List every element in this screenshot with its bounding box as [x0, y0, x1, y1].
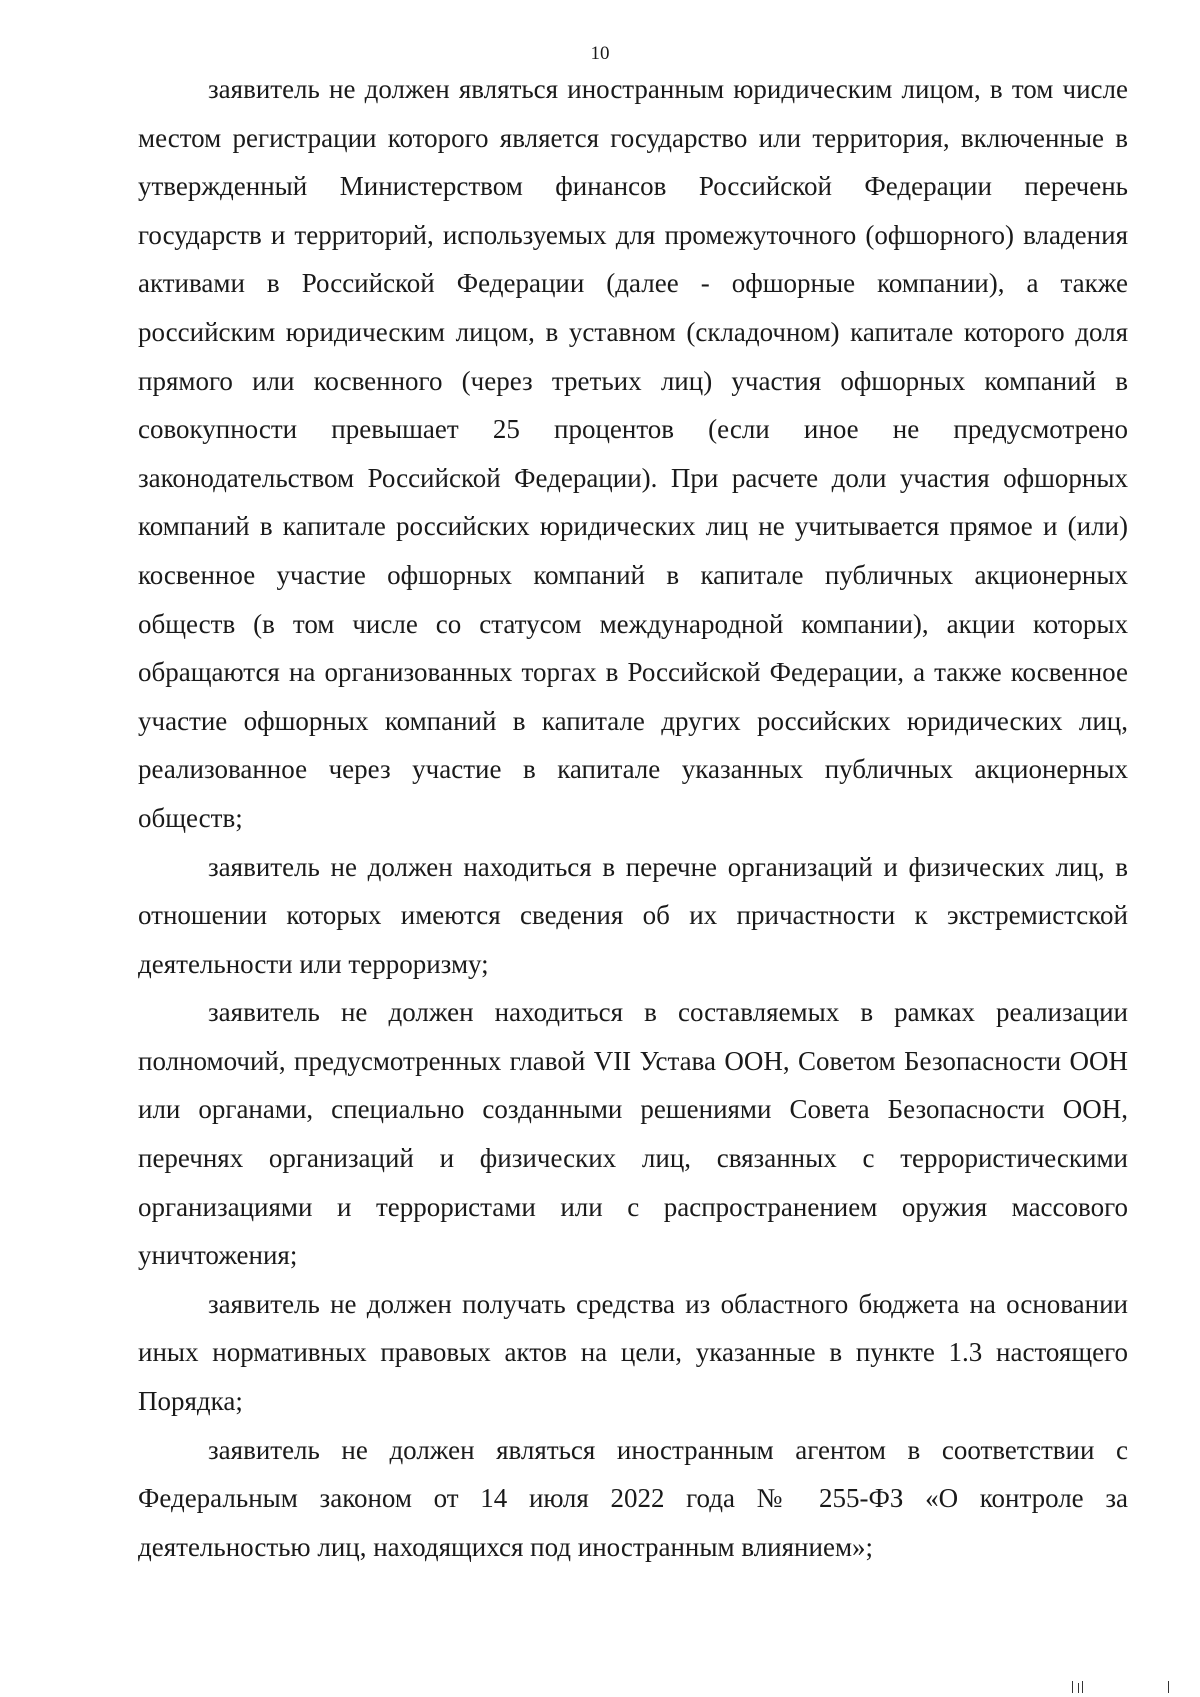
paragraph-un-sanctions-requirement: заявитель не должен находиться в составляемых в рамках реализации полномочий, предусмотренных главой VII Устава ООН, Советом Безопасности ООН или органами, специально созданными решениями Совета Безопасности ООН, перечнях организаций и физических лиц, связанных с террористическими организациями и террористами или с распространением оружия массового уничтожения; [138, 997, 1128, 1271]
paragraph-offshore-requirement: заявитель не должен являться иностранным юридическим лицом, в том числе местом регистрации которого является государство или территория, включенные в утвержденный Министерством финансов Российской Федерации перечень государств и территорий, используемых для промежуточного (офшорного) владения активами в Российской Федерации (далее - офшорные компании), а также российским юридическим лицом, в уставном (складочном) капитале которого доля прямого или косвенного (через третьих лиц) участия офшорных компаний в совокупности превышает 25 процентов (если иное не предусмотрено законодательством Российской Федерации). При расчете доли участия офшорных компаний в капитале российских юридических лиц не учитывается прямое и (или) косвенное участие офшорных компаний в капитале публичных акционерных обществ (в том числе со статусом международной компании), акции которых обращаются на организованных торгах в Российской Федерации, а также косвенное участие офшорных компаний в капитале других российских юридических лиц, реализованное через участие в капитале указанных публичных акционерных обществ; [138, 74, 1128, 833]
document-body [138, 65, 1128, 1571]
paragraph-extremism-requirement: заявитель не должен находиться в перечне организаций и физических лиц, в отношении которых имеются сведения об их причастности к экстремистской деятельности или терроризму; [138, 851, 1128, 979]
scan-edge-marks [1068, 1679, 1178, 1693]
paragraph-regional-budget-requirement: заявитель не должен получать средства из областного бюджета на основании иных нормативных правовых актов на цели, указанные в пункте 1.3 настоящего Порядка; [138, 1288, 1128, 1417]
paragraph-foreign-agent-requirement: заявитель не должен являться иностранным агентом в соответствии с Федеральным законом от 14 июля 2022 года № 255-ФЗ «О контроле за деятельностью лиц, находящихся под иностранным влиянием»; [138, 1434, 1128, 1562]
page-number: 10 [590, 43, 610, 64]
